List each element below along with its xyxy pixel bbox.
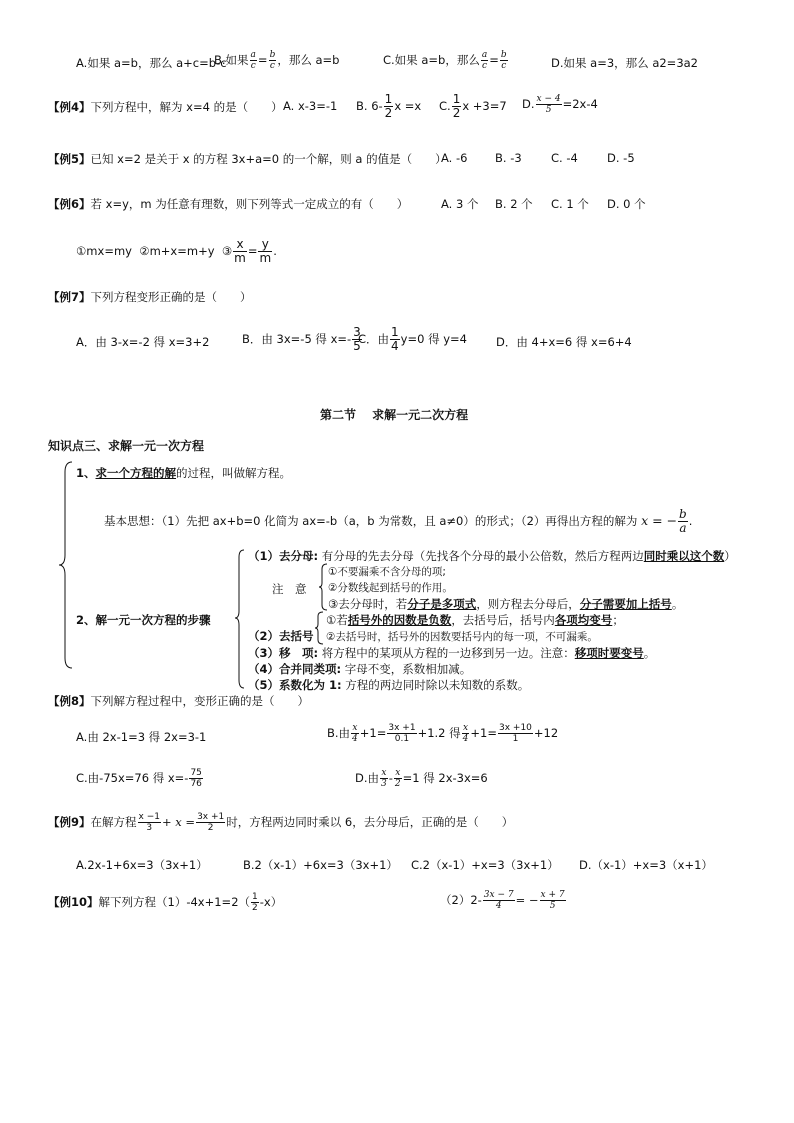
ex4-option-b: B. 6- $\frac{1}{2}$ x =x (356, 92, 422, 120)
ex6-option-a: A. 3 个 (441, 197, 479, 211)
knowledge-point-title: 知识点三、求解一元一次方程 (48, 439, 205, 453)
ex9-option-b: B.2（x-1）+6x=3（3x+1） (243, 858, 398, 872)
ex8-option-b: B.由 $\frac{x}{4}$ +1= $\frac{3x +1}{0.1}$ +1.2 得 $\frac{x}{4}$ +1= $\frac{3x +10}{1}$ +12 (327, 723, 559, 744)
ex6-statements: ①mx=my ②m+x=m+y ③ $\frac{x}{m}$ = $\frac{y}{m}$ . (76, 237, 277, 265)
example-5: 【例5】已知 x=2 是关于 x 的方程 3x+a=0 的一个解，则 a 的值是（ ） (48, 152, 447, 166)
ex10-part-2: （2）2- $\frac{3x - 7}{4}$ = − $\frac{x + 7}{5}$ (440, 890, 565, 911)
step-2: （2）去括号 (248, 629, 314, 643)
step-5: （5）系数化为 1: 方程的两边同时除以未知数的系数。 (248, 678, 530, 692)
q3-option-d: D.如果 a=3，那么 a2=3a2 (551, 56, 699, 70)
step-3: （3）移 项: 将方程中的某项从方程的一边移到另一边。注意：移项时要变号。 (248, 646, 656, 660)
example-7: 【例7】下列方程变形正确的是（ ） (48, 290, 252, 304)
example-6: 【例6】若 x=y，m 为任意有理数，则下列等式一定成立的有（ ） (48, 197, 409, 211)
q3-option-a: A.如果 a=b，那么 a+c=b-c (76, 56, 227, 70)
q3-option-b: B.如果 $\frac{a}{c}$ = $\frac{b}{c}$ ，那么 a=b (214, 50, 340, 71)
ex4-option-a: A. x-3=-1 (283, 99, 338, 113)
ex8-option-d: D.由 $\frac{x}{3}$ - $\frac{x}{2}$ =1 得 2x-3x=6 (355, 768, 488, 789)
ex7-option-a: A．由 3-x=-2 得 x=3+2 (76, 335, 210, 349)
section-title: 第二节 求解一元二次方程 (320, 408, 469, 422)
note-brace-icon (318, 563, 328, 611)
basic-idea: 基本思想：（1）先把 ax+b=0 化简为 ax=-b（a，b 为常数，且 a≠0）的形式；（2）再得出方程的解为 x = − $\frac{b}{a}$ . (104, 507, 693, 535)
paren-brace-icon (314, 611, 324, 645)
ex5-option-c: C. -4 (551, 151, 578, 165)
ex8-option-a: A.由 2x-1=3 得 2x=3-1 (76, 730, 207, 744)
ex4-option-d: D. $\frac{x - 4}{5}$ =2x-4 (522, 94, 598, 115)
note-label: 注 意 (272, 582, 307, 596)
ex5-option-b: B. -3 (495, 151, 522, 165)
example-10: 【例10】解下列方程（1）-4x+1=2（ $\frac{1}{2}$ -x） (48, 892, 283, 913)
ex7-option-d: D．由 4+x=6 得 x=6+4 (496, 335, 632, 349)
example-9: 【例9】在解方程 $\frac{x -1}{3}$ + x = $\frac{3x +1}{2}$ 时，方程两边同时乘以 6，去分母后，正确的是（ ） (48, 812, 514, 833)
ex7-option-c: C．由 $\frac{1}{4}$ y=0 得 y=4 (358, 325, 467, 353)
steps-brace-icon (234, 548, 246, 690)
paren-rule-2: ②去括号时，括号外的因数要括号内的每一项，不可漏乘。 (326, 631, 598, 643)
ex9-option-d: D.（x-1）+x=3（x+1） (579, 858, 713, 872)
kp3-item-1: 1、求一个方程的解的过程，叫做解方程。 (76, 466, 292, 480)
ex6-option-d: D. 0 个 (607, 197, 646, 211)
ex4-option-c: C. $\frac{1}{2}$ x +3=7 (439, 92, 507, 120)
step-4: （4）合并同类项: 字母不变，系数相加减。 (248, 662, 472, 676)
ex5-option-d: D. -5 (607, 151, 635, 165)
ex7-option-b: B．由 3x=-5 得 x=- $\frac{3}{5}$ (242, 325, 361, 353)
q3-option-c: C.如果 a=b，那么 $\frac{a}{c}$ = $\frac{b}{c}$ (383, 50, 507, 71)
ex6-option-b: B. 2 个 (495, 197, 533, 211)
ex9-option-c: C.2（x-1）+x=3（3x+1） (411, 858, 559, 872)
left-brace-icon (58, 460, 74, 670)
ex8-option-c: C.由-75x=76 得 x=- $\frac{75}{76}$ (76, 768, 202, 789)
example-4: 【例4】下列方程中，解为 x=4 的是（ ） (48, 100, 283, 114)
paren-rule-1: ①若括号外的因数是负数，去括号后，括号内各项均变号； (326, 613, 624, 627)
note-1: ①不要漏乘不含分母的项; (328, 566, 446, 578)
ex5-option-a: A. -6 (441, 151, 468, 165)
ex9-option-a: A.2x-1+6x=3（3x+1） (76, 858, 208, 872)
example-8: 【例8】下列解方程过程中，变形正确的是（ ） (48, 694, 310, 708)
ex6-option-c: C. 1 个 (551, 197, 589, 211)
kp3-item-2: 2、解一元一次方程的步骤 (76, 613, 211, 627)
note-3: ③去分母时，若分子是多项式，则方程去分母后，分子需要加上括号。 (328, 597, 684, 611)
step-1: （1）去分母: 有分母的先去分母（先找各个分母的最小公倍数，然后方程两边同时乘以这个数） (248, 549, 736, 563)
note-2: ②分数线起到括号的作用。 (328, 582, 453, 594)
